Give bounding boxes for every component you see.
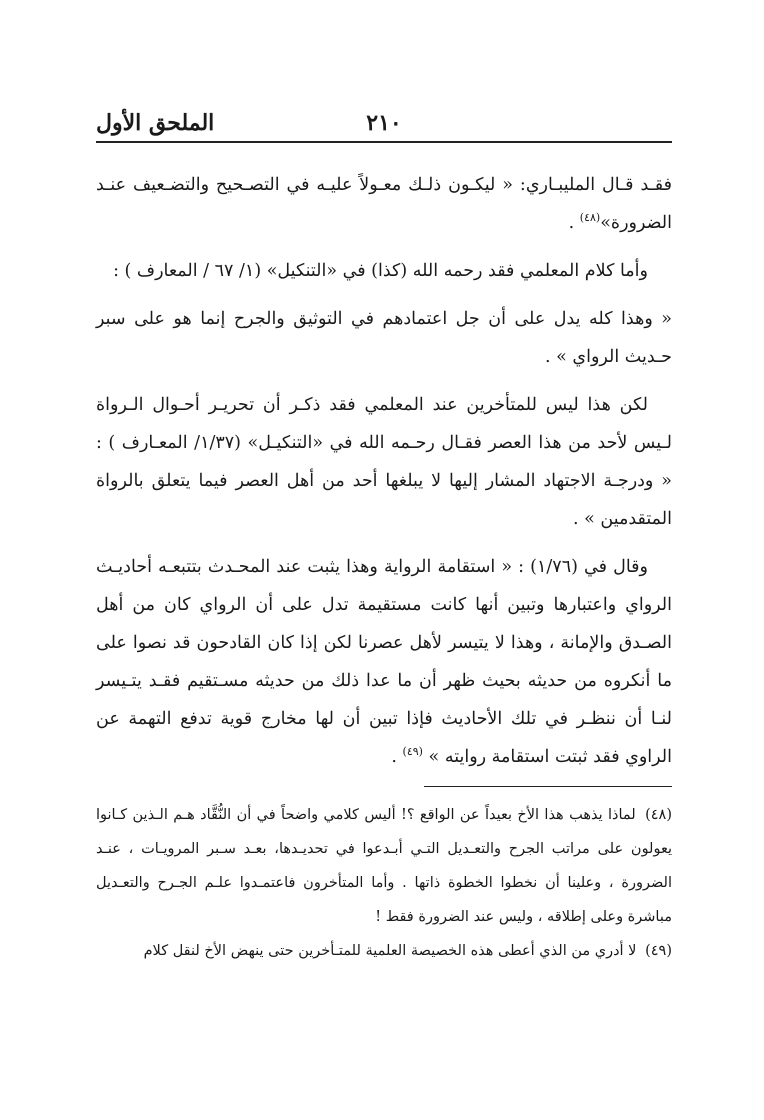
footnote-48 — [96, 798, 672, 934]
paragraph-1-end: . — [568, 213, 575, 233]
footnote-number: (٤٨) — [645, 807, 673, 823]
paragraph-1 — [96, 166, 672, 242]
paragraph-4: لكن هذا ليس للمتأخرين عند المعلمي فقد ذكـر أن تحريـر أحـوال الـرواة لـيس لأحد من هذا العصر فقـال رحـمه الله في «التنكيـل» (١/٣٧/ المعـارف ) : « ودرجـة الاجتهاد المشار إليها لا يبلغها أحد من أهل العصر فيما يتعلق بالرواة المتقدمين » . — [96, 395, 672, 529]
paragraph-5 — [96, 548, 672, 776]
paragraph-1-text: فقـد قـال المليبـاري: « ليكـون ذلـك معـولاً عليـه في التصـحيح والتضـعيف عنـد الضرورة» — [96, 175, 672, 233]
paragraph-2: وأما كلام المعلمي فقد رحمه الله (كذا) في «التنكيل» (١/ ٦٧ / المعارف ) : — [113, 261, 648, 281]
footnote-text: لا أدري من الذي أعطى هذه الخصيصة العلمية للمتـأخرين حتى ينهض الأخ لنقل كلام — [143, 943, 637, 959]
footnote-number: (٤٩) — [645, 943, 672, 959]
footnote-49 — [96, 934, 672, 968]
header-divider — [96, 141, 672, 143]
running-title: الملحق الأول — [96, 110, 215, 136]
footnote-ref-49: (٤٩) — [402, 745, 423, 759]
paragraph-5-end: . — [391, 747, 397, 767]
page-number: ٢١٠ — [366, 110, 402, 136]
footnotes — [96, 798, 672, 968]
paragraph-5-text: وقال في (١/٧٦) : « استقامة الرواية وهذا يثبت عند المحـدث بتتبعـه أحاديـث الرواي واعتبارها وتبين أنها كانت مستقيمة تدل على أن الرواي كان من أهل الصـدق والإمانة ، وهذا لا يتيسر لأهل عصرنا لكن إذا كان القادحون قد نصوا على ما أنكروه من حديثه بحيث ظهر أن ما عدا ذلك من حديثه مسـتقيم فقـد يتـيسر لنـا أن ننظـر في تلك الأحاديث فإذا تبين أن لها مخارج قوية تدفع التهمة عن الراوي فقد ثبتت استقامة روايته » — [96, 557, 672, 767]
paragraph-3: « وهذا كله يدل على أن جل اعتمادهم في التوثيق والجرح إنما هو على سبر حـديث الرواي » . — [96, 309, 672, 367]
footnote-text: لماذا يذهب هذا الأخ بعيداً عن الواقع ؟! أليس كلامي واضحاً في أن النُّقَّاد هـم الـذين كـانوا يعولون على مراتب الجرح والتعـديل التـي أبـدعوا في تحديـدها، بعـد سـبر المرويـات ، عنـد الضرورة ، وعلينا أن نخطوا الخطوة ذاتها . وأما المتأخرون فاعتمـدوا علـم الجـرح والتعـديل مباشرة وعلى إطلاقه ، وليس عند الضرورة فقط ! — [96, 807, 672, 925]
footnote-divider — [424, 786, 672, 787]
page-header — [96, 104, 672, 144]
main-text — [96, 166, 672, 786]
footnote-ref-48: (٤٨) — [579, 211, 601, 225]
